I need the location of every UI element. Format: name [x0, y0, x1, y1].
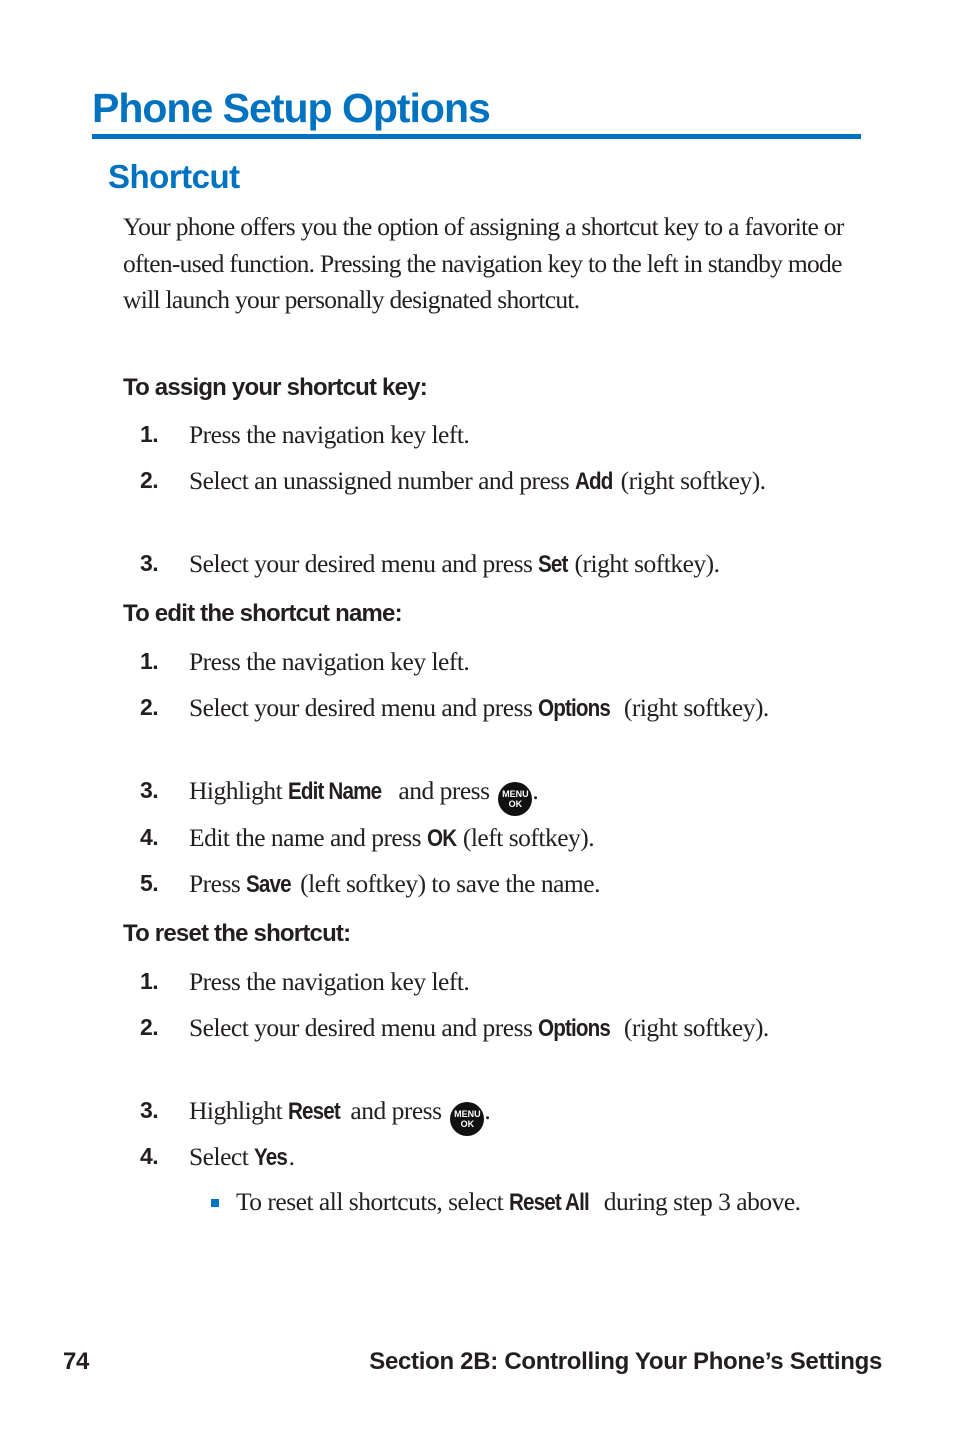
reset-step-4	[140, 1138, 870, 1176]
step-number: 1.	[140, 968, 159, 994]
assign-step-3	[140, 545, 870, 583]
step-number: 3.	[140, 550, 159, 576]
step-text: Select your desired menu and press Set (right softkey).	[189, 545, 870, 583]
step-text: Edit the name and press OK (left softkey).	[189, 819, 870, 857]
step-number: 1.	[140, 421, 159, 447]
softkey-label: Set	[538, 551, 568, 578]
step-text: Select your desired menu and press Options (right softkey).	[189, 689, 870, 727]
intro-paragraph: Your phone offers you the option of assigning a shortcut key to a favorite or often-used function. Pressing the navigation key to the left in standby mode will launch your personally designated shortcut.	[123, 212, 844, 314]
menu-label: Reset	[288, 1098, 341, 1125]
step-number: 3.	[140, 777, 159, 803]
softkey-label: Options	[538, 1015, 611, 1042]
step-text: Highlight Edit Name and press MENU OK .	[189, 772, 870, 816]
edit-step-4	[140, 819, 870, 857]
bullet-text: To reset all shortcuts, select Reset All during step 3 above.	[236, 1184, 871, 1221]
step-number: 2.	[140, 467, 159, 493]
menu-label: Yes	[254, 1144, 288, 1171]
step-text: Select an unassigned number and press Add (right softkey).	[189, 462, 870, 500]
step-number: 4.	[140, 824, 159, 850]
step-text: Press Save (left softkey) to save the name.	[189, 865, 870, 903]
assign-heading: To assign your shortcut key:	[123, 374, 427, 401]
softkey-label: Options	[538, 695, 611, 722]
step-number: 2.	[140, 1014, 159, 1040]
step-number: 2.	[140, 694, 159, 720]
title-rule	[92, 134, 861, 139]
edit-step-2	[140, 689, 870, 727]
edit-step-5	[140, 865, 870, 903]
menu-label: Edit Name	[288, 778, 382, 805]
step-text: Press the navigation key left.	[189, 967, 470, 996]
reset-step-1	[140, 963, 870, 1000]
reset-step-2	[140, 1009, 870, 1047]
reset-heading: To reset the shortcut:	[123, 920, 351, 947]
step-text: Press the navigation key left.	[189, 647, 470, 676]
assign-step-2	[140, 462, 870, 500]
edit-step-3	[140, 772, 870, 816]
menu-ok-key-icon: MENU OK	[498, 782, 532, 816]
edit-step-1	[140, 643, 870, 680]
step-text: Press the navigation key left.	[189, 420, 470, 449]
reset-all-bullet	[211, 1184, 871, 1221]
footer-section-title: Section 2B: Controlling Your Phone’s Settings	[369, 1348, 882, 1375]
step-text: Select Yes.	[189, 1138, 870, 1176]
step-number: 1.	[140, 648, 159, 674]
step-text: Select your desired menu and press Options (right softkey).	[189, 1009, 870, 1047]
page-title: Phone Setup Options	[92, 85, 490, 131]
reset-step-3	[140, 1092, 870, 1136]
page-number: 74	[63, 1348, 90, 1375]
menu-ok-key-icon: MENU OK	[450, 1102, 484, 1136]
step-number: 3.	[140, 1097, 159, 1123]
step-text: Highlight Reset and press MENU OK .	[189, 1092, 870, 1136]
softkey-label: OK	[426, 825, 457, 852]
assign-step-1	[140, 416, 870, 453]
step-number: 5.	[140, 870, 159, 896]
bullet-square-icon	[211, 1199, 219, 1207]
softkey-label: Add	[575, 468, 613, 495]
section-heading: Shortcut	[108, 158, 240, 195]
step-number: 4.	[140, 1143, 159, 1169]
softkey-label: Save	[246, 871, 291, 898]
menu-label: Reset All	[509, 1189, 589, 1216]
edit-heading: To edit the shortcut name:	[123, 600, 402, 627]
